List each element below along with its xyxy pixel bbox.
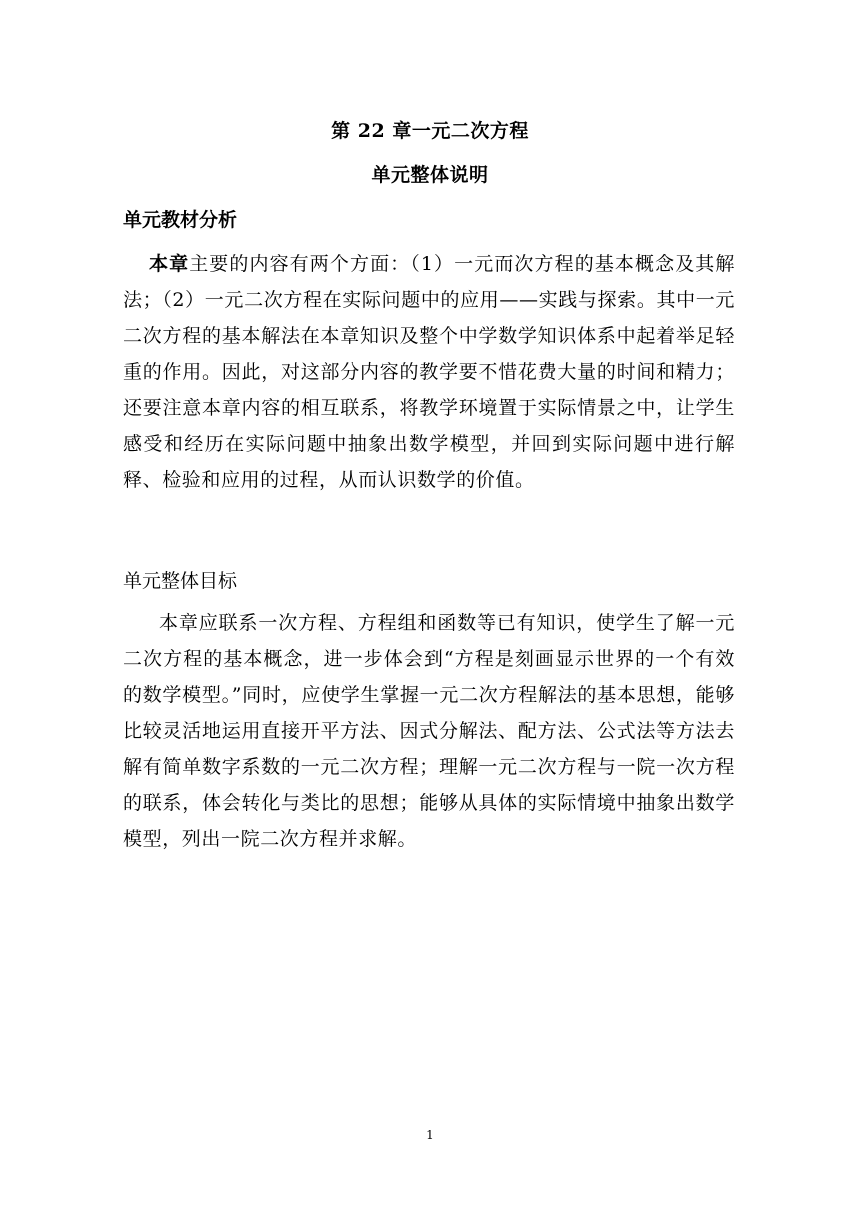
goals-paragraph: 本章应联系一次方程、方程组和函数等已有知识，使学生了解一元二次方程的基本概念，进一步体会到“方程是刻画显示世界的一个有效的数学模型。”同时，应使学生掌握一元二次方程解法的基本思想，能够比较灵活地运用直接开平方法、因式分解法、配方法、公式法等方法去解有简单数字系数的一元二次方程；理解一元二次方程与一院一次方程的联系，体会转化与类比的思想；能够从具体的实际情境中抽象出数学模型，列出一院二次方程并求解。 [123,612,735,850]
page-number: 1 [426,1128,434,1142]
section-heading-goals: 单元整体目标 [123,570,238,592]
section-heading-analysis: 单元教材分析 [123,209,238,231]
chapter-title: 第 22 章一元二次方程 [331,120,529,142]
paragraph-text: 主要的内容有两个方面：（1）一元而次方程的基本概念及其解法；（2）一元二次方程在实际问题中的应用——实践与探索。其中一元二次方程的基本解法在本章知识及整个中学数学知识体系中起着举足轻重的作用。因此，对这部分内容的教学要不惜花费大量的时间和精力；还要注意本章内容的相互联系，将教学环境置于实际情景之中，让学生感受和经历在实际问题中抽象出数学模型，并回到实际问题中进行解释、检验和应用的过程，从而认识数学的价值。 [123,253,736,491]
document-subtitle: 单元整体说明 [371,164,489,186]
paragraph-lead: 本章 [149,253,190,275]
analysis-paragraph [123,246,735,498]
